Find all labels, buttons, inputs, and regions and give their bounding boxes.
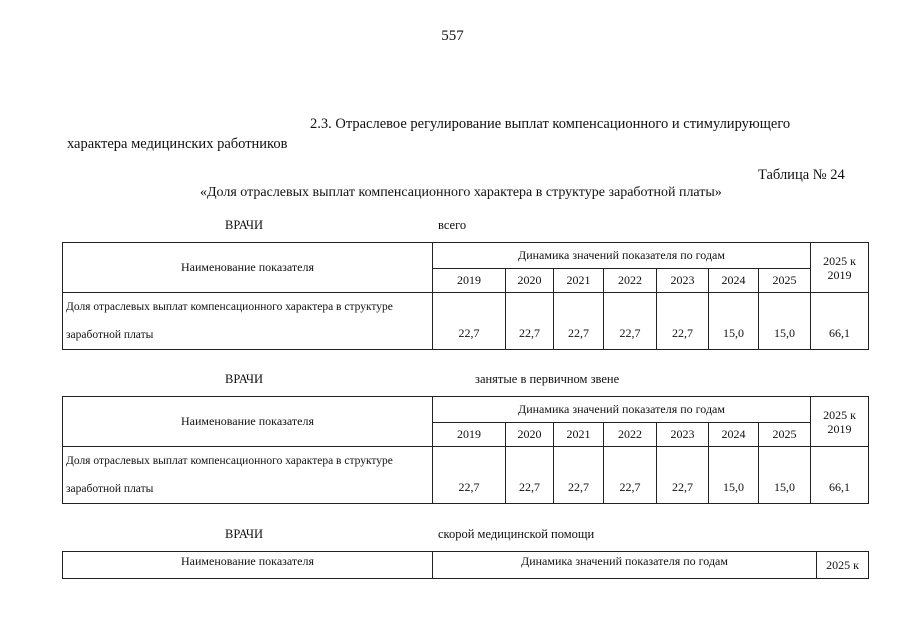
indicator-name <box>63 293 433 350</box>
header-ratio-line2: 2019 <box>827 421 852 436</box>
value-cell: 15,0 <box>759 293 811 350</box>
table-title: «Доля отраслевых выплат компенсационного характера в структуре заработной платы» <box>200 185 722 200</box>
value-cell: 22,7 <box>433 447 506 504</box>
indicator-name-line2: заработной платы <box>66 483 154 495</box>
indicator-name-line1: Доля отраслевых выплат компенсационного характера в структуре <box>66 301 393 313</box>
value-cell: 22,7 <box>433 293 506 350</box>
ratio-cell: 66,1 <box>811 293 869 350</box>
header-indicator-name: Наименование показателя <box>63 243 433 293</box>
year-header: 2021 <box>554 423 604 447</box>
year-header: 2022 <box>604 423 657 447</box>
table-number-label: Таблица № 24 <box>758 167 845 183</box>
header-dynamics: Динамика значений показателя по годам <box>433 552 817 579</box>
indicator-name <box>63 447 433 504</box>
group-1-subgroup: всего <box>438 218 467 232</box>
value-cell: 22,7 <box>554 293 604 350</box>
page-number: 557 <box>441 28 464 44</box>
year-header: 2019 <box>433 269 506 293</box>
value-cell: 15,0 <box>759 447 811 504</box>
section-heading-line1: 2.3. Отраслевое регулирование выплат компенсационного и стимулирующего <box>310 116 791 132</box>
group-1-category: ВРАЧИ <box>225 218 263 232</box>
header-indicator-name: Наименование показателя <box>63 552 433 579</box>
year-header: 2021 <box>554 269 604 293</box>
year-header: 2019 <box>433 423 506 447</box>
section-heading-line2: характера медицинских работников <box>67 136 288 152</box>
group-2-subgroup: занятые в первичном звене <box>475 372 620 386</box>
year-header: 2020 <box>506 269 554 293</box>
group-2-category: ВРАЧИ <box>225 372 263 386</box>
value-cell: 22,7 <box>506 447 554 504</box>
value-cell: 22,7 <box>604 293 657 350</box>
table-group-2 <box>62 396 869 504</box>
value-cell: 22,7 <box>506 293 554 350</box>
year-header: 2025 <box>759 269 811 293</box>
year-header: 2023 <box>657 269 709 293</box>
table-group-1 <box>62 242 869 350</box>
year-header: 2024 <box>709 423 759 447</box>
year-header: 2020 <box>506 423 554 447</box>
header-ratio-line1: 2025 к <box>823 253 856 268</box>
value-cell: 22,7 <box>657 293 709 350</box>
group-3-subgroup: скорой медицинской помощи <box>438 527 595 541</box>
header-ratio-line1: 2025 к <box>817 552 869 579</box>
header-indicator-name: Наименование показателя <box>63 397 433 447</box>
year-header: 2025 <box>759 423 811 447</box>
value-cell: 22,7 <box>604 447 657 504</box>
header-ratio-line1: 2025 к <box>823 407 856 422</box>
year-header: 2024 <box>709 269 759 293</box>
group-3-category: ВРАЧИ <box>225 527 263 541</box>
header-ratio <box>811 397 869 447</box>
value-cell: 22,7 <box>657 447 709 504</box>
year-header: 2023 <box>657 423 709 447</box>
header-dynamics: Динамика значений показателя по годам <box>433 397 811 423</box>
header-dynamics: Динамика значений показателя по годам <box>433 243 811 269</box>
indicator-name-line2: заработной платы <box>66 329 154 341</box>
table-group-3 <box>62 551 869 579</box>
indicator-name-line1: Доля отраслевых выплат компенсационного характера в структуре <box>66 455 393 467</box>
value-cell: 22,7 <box>554 447 604 504</box>
header-ratio <box>811 243 869 293</box>
value-cell: 15,0 <box>709 447 759 504</box>
value-cell: 15,0 <box>709 293 759 350</box>
year-header: 2022 <box>604 269 657 293</box>
header-ratio-line2: 2019 <box>827 267 852 282</box>
ratio-cell: 66,1 <box>811 447 869 504</box>
